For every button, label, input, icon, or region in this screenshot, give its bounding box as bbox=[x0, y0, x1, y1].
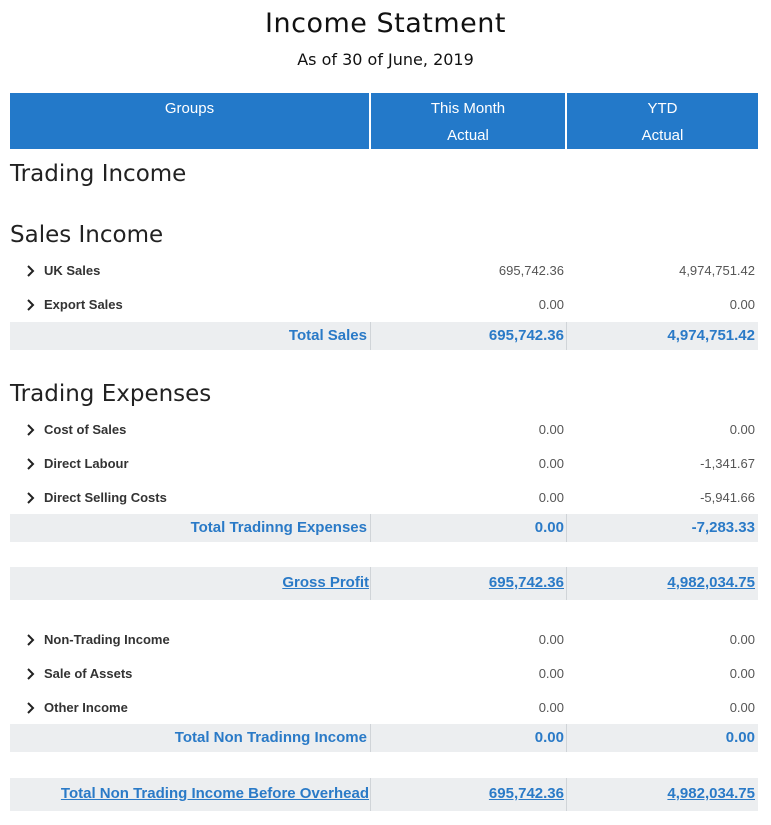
table-row[interactable] bbox=[10, 450, 758, 480]
row-value-ytd: 0.00 bbox=[729, 422, 755, 437]
chevron-right-icon[interactable] bbox=[24, 633, 38, 647]
chevron-right-icon[interactable] bbox=[24, 457, 38, 471]
table-row[interactable] bbox=[10, 626, 758, 656]
before-overhead-ytd-link[interactable]: 4,982,034.75 bbox=[667, 785, 755, 802]
row-label-uk-sales: UK Sales bbox=[44, 263, 101, 278]
row-value-month: 0.00 bbox=[538, 422, 564, 437]
row-value-month: 0.00 bbox=[538, 490, 564, 505]
total-label: Total Tradinng Expenses bbox=[190, 519, 367, 536]
row-label-sale-of-assets: Sale of Assets bbox=[44, 666, 133, 681]
total-value-ytd: -7,283.33 bbox=[691, 519, 755, 536]
chevron-right-icon[interactable] bbox=[24, 667, 38, 681]
column-divider bbox=[370, 322, 371, 350]
total-value-month: 0.00 bbox=[534, 519, 564, 536]
row-value-ytd: -5,941.66 bbox=[700, 490, 755, 505]
total-label: Total Non Tradinng Income bbox=[174, 729, 367, 746]
gross-profit-link[interactable]: Gross Profit bbox=[282, 574, 369, 591]
before-overhead-link[interactable]: Total Non Trading Income Before Overhead bbox=[60, 785, 369, 802]
row-value-ytd: -1,341.67 bbox=[700, 456, 755, 471]
total-value-month: 695,742.36 bbox=[488, 327, 564, 344]
total-value-ytd: 4,974,751.42 bbox=[667, 327, 755, 344]
row-value-ytd: 0.00 bbox=[729, 700, 755, 715]
total-value-month: 0.00 bbox=[534, 729, 564, 746]
table-row[interactable] bbox=[10, 660, 758, 690]
gross-profit-row bbox=[10, 567, 758, 600]
table-row[interactable] bbox=[10, 484, 758, 514]
total-value-ytd: 0.00 bbox=[725, 729, 755, 746]
row-value-ytd: 0.00 bbox=[729, 297, 755, 312]
column-divider bbox=[370, 567, 371, 600]
total-row-sales bbox=[10, 322, 758, 350]
column-divider bbox=[566, 778, 567, 811]
column-divider bbox=[566, 514, 567, 542]
row-value-month: 0.00 bbox=[538, 632, 564, 647]
row-value-month: 0.00 bbox=[538, 666, 564, 681]
chevron-right-icon[interactable] bbox=[24, 264, 38, 278]
table-row[interactable] bbox=[10, 694, 758, 724]
column-header-ytd-line1: YTD bbox=[647, 100, 678, 117]
total-row-non-trading bbox=[10, 724, 758, 752]
report-subtitle: As of 30 of June, 2019 bbox=[297, 50, 474, 69]
column-divider bbox=[566, 724, 567, 752]
row-value-month: 0.00 bbox=[538, 297, 564, 312]
column-divider bbox=[370, 778, 371, 811]
report-title: Income Statment bbox=[265, 8, 506, 39]
column-header-month-line2: Actual bbox=[447, 127, 489, 144]
column-divider bbox=[566, 567, 567, 600]
column-divider bbox=[566, 322, 567, 350]
row-label-direct-labour: Direct Labour bbox=[44, 456, 129, 471]
column-header-groups-label: Groups bbox=[164, 100, 215, 117]
chevron-right-icon[interactable] bbox=[24, 491, 38, 505]
chevron-right-icon[interactable] bbox=[24, 423, 38, 437]
row-value-ytd: 0.00 bbox=[729, 666, 755, 681]
row-value-month: 0.00 bbox=[538, 700, 564, 715]
chevron-right-icon[interactable] bbox=[24, 701, 38, 715]
column-header-ytd-line2: Actual bbox=[641, 127, 684, 144]
row-label-export-sales: Export Sales bbox=[44, 297, 123, 312]
total-label: Total Sales bbox=[288, 327, 367, 344]
total-row-expenses bbox=[10, 514, 758, 542]
row-label-cost-of-sales: Cost of Sales bbox=[44, 422, 127, 437]
column-header-this-month bbox=[371, 93, 566, 149]
column-header-month-line1: This Month bbox=[430, 100, 506, 117]
column-divider bbox=[370, 514, 371, 542]
table-row[interactable] bbox=[10, 291, 758, 321]
row-label-non-trading-income: Non-Trading Income bbox=[44, 632, 170, 647]
row-value-month: 0.00 bbox=[538, 456, 564, 471]
section-heading-trading-income: Trading Income bbox=[10, 161, 187, 187]
row-label-other-income: Other Income bbox=[44, 700, 128, 715]
row-value-ytd: 4,974,751.42 bbox=[679, 263, 755, 278]
table-row[interactable] bbox=[10, 416, 758, 446]
section-heading-sales-income: Sales Income bbox=[10, 222, 164, 248]
gross-profit-month-link[interactable]: 695,742.36 bbox=[488, 574, 564, 591]
table-row[interactable] bbox=[10, 257, 758, 287]
section-heading-trading-expenses: Trading Expenses bbox=[10, 381, 212, 407]
chevron-right-icon[interactable] bbox=[24, 298, 38, 312]
row-value-ytd: 0.00 bbox=[729, 632, 755, 647]
row-label-direct-selling-costs: Direct Selling Costs bbox=[44, 490, 167, 505]
column-header-groups bbox=[10, 93, 370, 149]
gross-profit-ytd-link[interactable]: 4,982,034.75 bbox=[667, 574, 755, 591]
column-header-ytd bbox=[567, 93, 758, 149]
row-value-month: 695,742.36 bbox=[498, 263, 564, 278]
before-overhead-month-link[interactable]: 695,742.36 bbox=[488, 785, 564, 802]
column-divider bbox=[370, 724, 371, 752]
before-overhead-row bbox=[10, 778, 758, 811]
